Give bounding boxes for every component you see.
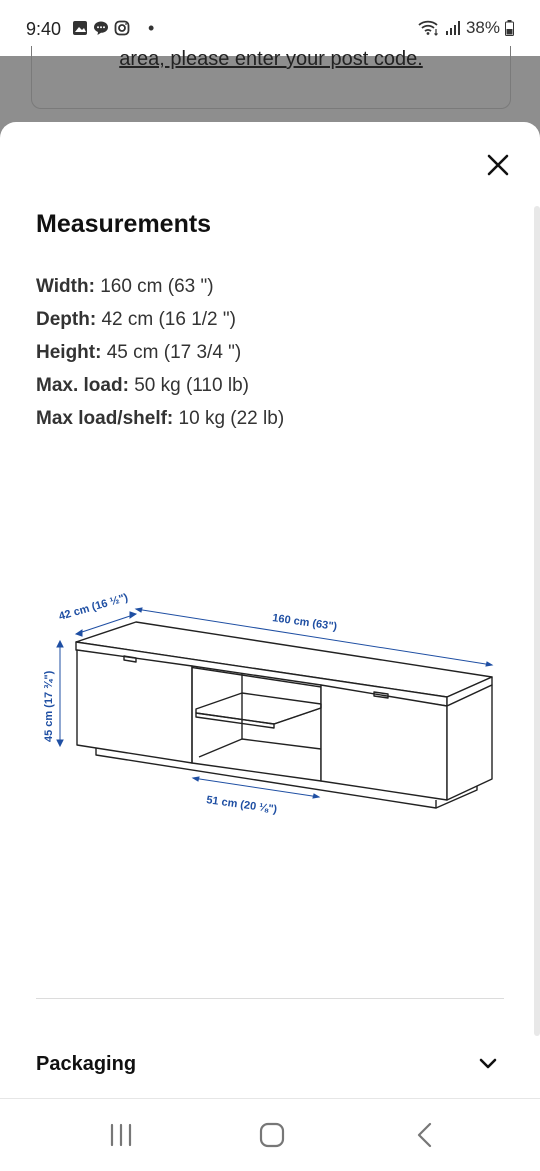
battery-icon: [505, 20, 514, 36]
spec-label: Height:: [36, 342, 102, 363]
spec-label: Max load/shelf:: [36, 408, 174, 429]
navigation-bar: [0, 1098, 540, 1171]
close-icon: [483, 150, 513, 180]
chevron-down-icon: [478, 1054, 498, 1074]
measurements-title: Measurements: [36, 210, 212, 238]
spec-max-load: [36, 369, 284, 402]
spec-value: 160 cm (63 "): [100, 276, 214, 297]
shelf-dimension-label: 51 cm (20 ⅛"): [205, 794, 278, 816]
tv-bench-drawing: [76, 622, 492, 808]
section-divider: [36, 998, 504, 999]
measurements-sheet: [0, 122, 540, 1098]
spec-value: 42 cm (16 1/2 "): [101, 309, 236, 330]
spec-height: [36, 336, 284, 369]
background-page: [0, 48, 540, 126]
spec-value: 50 kg (110 lb): [134, 375, 249, 396]
recent-apps-button[interactable]: [101, 1117, 141, 1153]
back-icon: [405, 1117, 445, 1153]
wifi-icon: [418, 20, 440, 36]
postcode-notice: [31, 46, 511, 109]
home-button[interactable]: [252, 1117, 292, 1153]
scrollbar[interactable]: [534, 206, 540, 1036]
packaging-label: Packaging: [36, 1053, 137, 1075]
specs-list: [36, 270, 284, 435]
instagram-icon: [114, 20, 130, 36]
chat-icon: [93, 20, 109, 36]
spec-depth: [36, 303, 284, 336]
spec-label: Width:: [36, 276, 95, 297]
spec-value: 45 cm (17 3/4 "): [106, 342, 242, 363]
spec-label: Max. load:: [36, 375, 129, 396]
close-button[interactable]: [483, 150, 513, 180]
status-time: 9:40: [26, 19, 62, 39]
status-notification-icons: [72, 20, 130, 36]
dimension-diagram: [36, 587, 496, 837]
spec-max-load-shelf: [36, 402, 284, 435]
gallery-icon: [72, 20, 88, 36]
back-button[interactable]: [405, 1117, 445, 1153]
height-dimension-label: 45 cm (17 ¾"): [43, 670, 55, 742]
home-icon: [252, 1117, 292, 1153]
recent-apps-icon: [101, 1117, 141, 1153]
notification-dot: •: [148, 18, 155, 38]
spec-label: Depth:: [36, 309, 97, 330]
spec-value: 10 kg (22 lb): [178, 408, 285, 429]
signal-icon: [445, 20, 461, 36]
battery-percent: 38%: [465, 18, 500, 37]
spec-width: [36, 270, 284, 303]
depth-dimension-label: 42 cm (16 ½"): [57, 591, 130, 623]
postcode-notice-text: area, please enter your post code.: [119, 48, 423, 70]
status-system-icons: [418, 18, 514, 38]
packaging-accordion[interactable]: [36, 1044, 504, 1084]
width-dimension-label: 160 cm (63"): [271, 612, 338, 634]
